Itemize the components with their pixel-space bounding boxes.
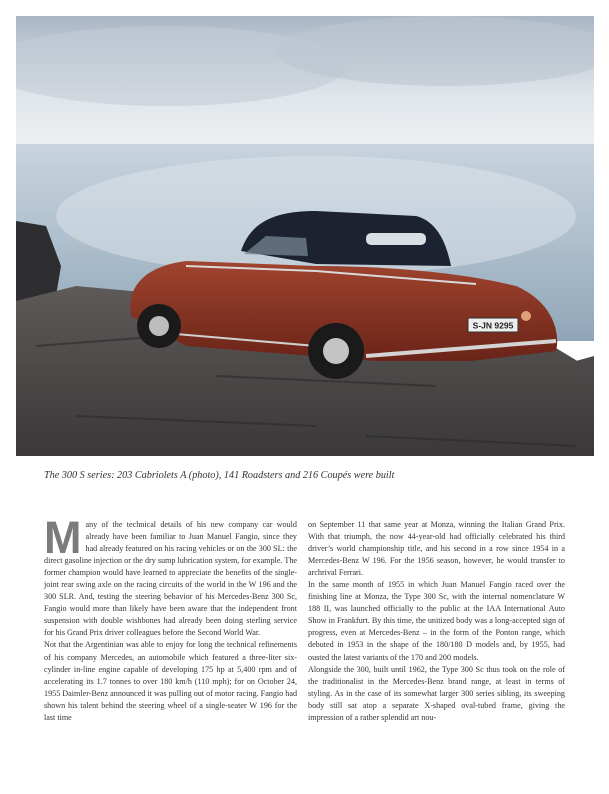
paragraph: Alongside the 300, built until 1962, the Type 300 Sc thus took on the role of the traditionalist in the Mercedes-Benz brand range, at least in terms of styling. As in the case of its somewhat larger 300 series sibling, its sweeping body still sat atop a separate X-shaped oval-tubed frame, giving the impression of a rather splendid art nou- — [308, 664, 565, 722]
car-photo — [16, 16, 594, 456]
article-column-left — [44, 512, 298, 724]
article-column-right — [308, 519, 565, 724]
paragraph: In the same month of 1955 in which Juan Manuel Fangio raced over the finishing line at Monza, the Type 300 Sc, with the internal nomenclature W 188 II, was launched officially to the public at the IAA International Auto Show in Frankfurt. By this time, the unitized body was a long-accepted sign of progress, even at Mercedes-Benz – in the form of the Ponton range, which debuted in 1953 in the shape of the 180/180 D models and, by 1955, had ousted the latest variants of the 170 and 200 models. — [308, 580, 565, 662]
drop-cap: M — [44, 512, 82, 563]
svg-text:S-JN 9295: S-JN 9295 — [472, 320, 514, 331]
paragraph: Not that the Argentinian was able to enjoy for long the technical refinements of his company Mercedes, an automobile which featured a three-liter six-cylinder in-line engine capable of developing 175 hp at 5,400 rpm and of accelerating its 1.7 tonnes to over 180 km/h (110 mph); for on October 24, 1955 Daimler-Benz announced it was pulling out of motor racing. Fangio had shown his talent behind the steering wheel of a single-seater W 196 for the last time — [44, 640, 298, 722]
paragraph: on September 11 that same year at Monza, winning the Italian Grand Prix. With that triumph, the now 44-year-old had officially celebrated his third driver’s world championship title, and his second in a row since 1954 in a Mercedes-Benz W 196. For the 1956 season, however, he would transfer to archrival Ferrari. — [308, 520, 565, 578]
photo-caption: The 300 S series: 203 Cabriolets A (photo), 141 Roadsters and 216 Coupés were built — [44, 470, 395, 481]
paragraph: Many of the technical details of his new company car would already have been familiar to Juan Manuel Fangio, since they had already featured on his racing vehicles or on the 300 SL: the direct gasoline injection or the dry sump lubrication system, for example. The former champion would have learned to appreciate the benefits of the single-joint rear swing axle on the racing circuits of the world in the W 196 and the 300 SLR. And, testing the steering behavior of his Mercedes-Benz 300 Sc, Fangio would more than likely have been aware that the independent front suspension with double wishbones had already been doing sterling service for his Grand Prix driver colleagues before the Second World War. — [44, 512, 297, 638]
